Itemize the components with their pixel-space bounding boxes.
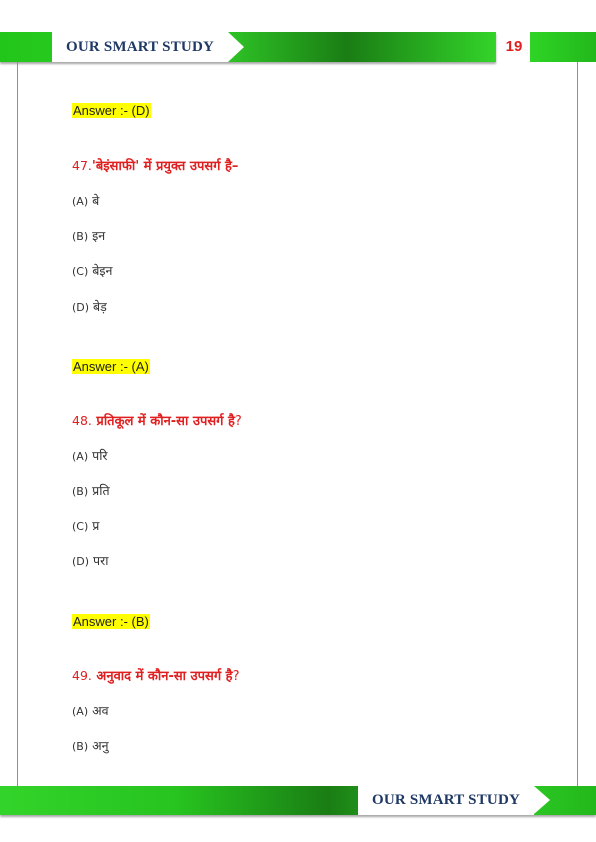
question-number: 48. (72, 413, 92, 428)
option-49-b: (B) अनु (72, 738, 109, 753)
page-number: 19 (498, 32, 530, 62)
option-48-d: (D) परा (72, 553, 109, 568)
question-text: 'बेइंसाफी' में प्रयुक्त उपसर्ग है– (91, 159, 239, 174)
option-47-c: (C) बेइन (72, 263, 113, 278)
question-number: 47. (72, 158, 92, 173)
question-47 (72, 157, 238, 176)
answer-47: Answer :- (A) (73, 359, 149, 374)
question-text: प्रतिकूल में कौन-सा उपसर्ग है (96, 414, 235, 429)
option-48-c: (C) प्र (72, 518, 100, 533)
footer-arrow-decoration (534, 786, 550, 814)
option-48-a: (A) परि (72, 448, 108, 463)
question-48: 48. प्रतिकूल में कौन-सा उपसर्ग है? (72, 413, 242, 429)
answer-48: Answer :- (B) (73, 614, 149, 629)
option-49-a: (A) अव (72, 703, 109, 718)
header-title: OUR SMART STUDY (52, 32, 228, 62)
header-right-band (530, 32, 596, 62)
question-text: अनुवाद में कौन-सा उपसर्ग है (96, 669, 233, 684)
option-48-b: (B) प्रति (72, 483, 110, 498)
right-border (577, 62, 578, 786)
option-47-d: (D) बेड़ (72, 299, 107, 314)
question-number: 49. (72, 668, 92, 683)
header-arrow-decoration (228, 32, 244, 62)
left-border (17, 62, 18, 786)
option-47-b: (B) इन (72, 228, 106, 243)
answer-46: Answer :- (D) (73, 103, 150, 118)
option-47-a: (A) बे (72, 193, 100, 208)
question-49: 49. अनुवाद में कौन-सा उपसर्ग है? (72, 668, 240, 684)
footer-title: OUR SMART STUDY (358, 786, 534, 815)
